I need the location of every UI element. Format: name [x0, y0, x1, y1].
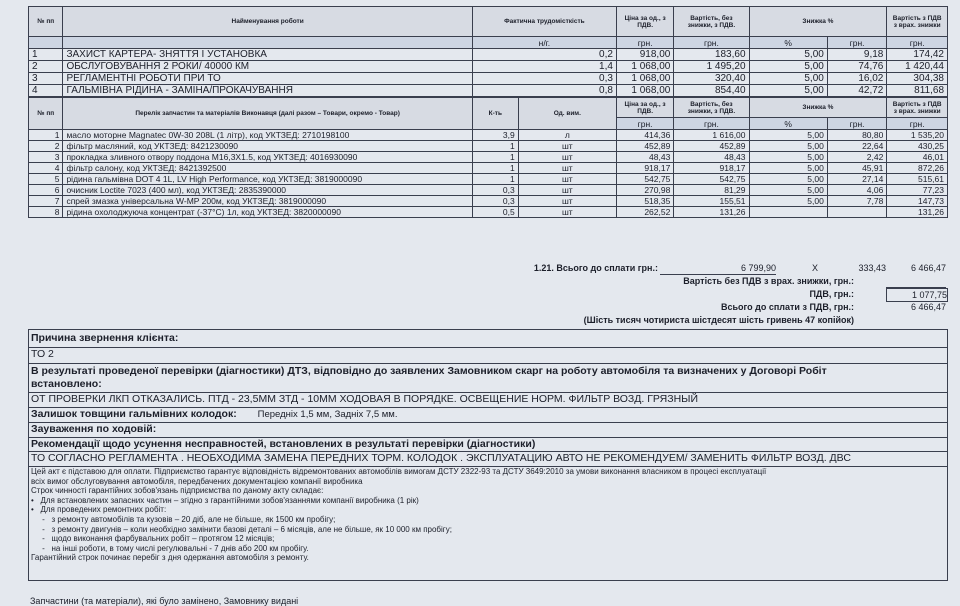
parts-col-no: № пп	[29, 98, 63, 130]
part-name: рідина гальмівна DOT 4 1L, LV High Performance, код УКТЗЕД: 3819000090	[63, 174, 472, 185]
parts-col-cost: Вартість, без знижки, з ПДВ.	[674, 98, 749, 118]
part-cost: 131,26	[674, 207, 749, 218]
unit-total: грн.	[887, 37, 948, 49]
diagnostics-value: ОТ ПРОВЕРКИ ЛКП ОТКАЗАЛИСЬ. ПТД - 23,5ММ ЗТД - 10ММ ХОДОВАЯ В ПОРЯДКЕ. ОСВЕЩЕНИЕ НОРМ. ФИЛЬТР ВОЗД. ГРЯЗНЫЙ	[31, 393, 699, 405]
service-labor: 0,8	[472, 85, 616, 97]
part-qty: 1	[472, 152, 518, 163]
service-disc: 16,02	[827, 73, 887, 85]
part-row	[29, 207, 948, 218]
warranty-line: всіх вимог обслуговування автомобіля, передбачених документацією компанії виробника	[31, 476, 363, 486]
part-total: 515,61	[887, 174, 948, 185]
footer-note: Запчастини (та матеріали), які було замінено, Замовнику видані	[30, 596, 299, 606]
parts-header-row	[29, 98, 948, 118]
part-total: 1 535,20	[887, 130, 948, 141]
part-price: 518,35	[616, 196, 673, 207]
with-vat-value: 6 466,47	[910, 302, 946, 312]
service-total: 304,38	[887, 73, 948, 85]
part-disc: 2,42	[827, 152, 887, 163]
part-name: масло моторне Magnatec 0W-30 208L (1 літр), код УКТЗЕД: 2710198100	[63, 130, 472, 141]
service-row	[29, 85, 948, 97]
service-price: 1 068,00	[616, 85, 673, 97]
service-row	[29, 49, 948, 61]
service-pct: 5,00	[749, 61, 827, 73]
part-no: 5	[29, 174, 63, 185]
part-unit: шт	[518, 196, 616, 207]
part-cost: 918,17	[674, 163, 749, 174]
part-name: очисник Loctite 7023 (400 мл), код УКТЗЕД: 2835390000	[63, 185, 472, 196]
warranty-text	[31, 467, 945, 563]
part-unit: шт	[518, 174, 616, 185]
part-disc: 4,06	[827, 185, 887, 196]
service-no: 2	[29, 61, 63, 73]
part-row	[29, 185, 948, 196]
service-pct: 5,00	[749, 85, 827, 97]
parts-col-unit: Од. вим.	[518, 98, 616, 130]
part-qty: 1	[472, 163, 518, 174]
warranty-line: Гарантійний строк починає перебіг з дня одержання автомобіля з ремонту.	[31, 553, 309, 563]
part-unit: л	[518, 130, 616, 141]
unit-labor: н/г.	[472, 37, 616, 49]
part-name: рідина охолоджуюча концентрат (-37°C) 1л, код УКТЗЕД: 3820000090	[63, 207, 472, 218]
parts-col-name: Перелік запчастин та матеріалів Виконавця (далі разом – Товари, окремо - Товар)	[63, 98, 472, 130]
parts-unit-total: грн.	[887, 118, 948, 130]
service-no: 4	[29, 85, 63, 97]
services-units-row	[29, 37, 948, 49]
part-no: 8	[29, 207, 63, 218]
brake-pads-row	[31, 408, 945, 421]
part-name: спрей змазка універсальна W-MP 200м, код УКТЗЕД: 3819000090	[63, 196, 472, 207]
part-total: 46,01	[887, 152, 948, 163]
part-no: 7	[29, 196, 63, 207]
unit-price: грн.	[616, 37, 673, 49]
part-qty: 0,3	[472, 185, 518, 196]
part-price: 262,52	[616, 207, 673, 218]
part-pct: 5,00	[749, 174, 827, 185]
part-price: 918,17	[616, 163, 673, 174]
part-total: 872,26	[887, 163, 948, 174]
part-price: 48,43	[616, 152, 673, 163]
part-pct	[749, 207, 827, 218]
part-pct: 5,00	[749, 185, 827, 196]
reason-label: Причина звернення клієнта:	[31, 332, 179, 344]
service-row	[29, 61, 948, 73]
service-name: ЗАХИСТ КАРТЕРА- ЗНЯТТЯ І УСТАНОВКА	[63, 49, 472, 61]
parts-table	[28, 97, 948, 218]
services-header-row	[29, 7, 948, 37]
part-unit: шт	[518, 152, 616, 163]
total-label: 1.21. Всього до сплати грн.:	[533, 263, 658, 273]
col-price: Ціна за од., з ПДВ.	[616, 7, 673, 37]
part-disc: 27,14	[827, 174, 887, 185]
col-no: № пп	[29, 7, 63, 37]
warranty-line: - на інші роботи, в тому числі регулювальні - 7 днів або 200 км пробігу.	[31, 543, 309, 553]
part-no: 4	[29, 163, 63, 174]
part-qty: 3,9	[472, 130, 518, 141]
total-x: X	[811, 263, 818, 273]
part-disc: 7,78	[827, 196, 887, 207]
service-pct: 5,00	[749, 73, 827, 85]
part-pct: 5,00	[749, 130, 827, 141]
with-vat-label: Всього до сплати з ПДВ, грн.:	[720, 302, 854, 312]
brake-pads-label: Залишок товщини гальмівних колодок:	[31, 408, 237, 420]
service-total: 1 420,44	[887, 61, 948, 73]
part-price: 542,75	[616, 174, 673, 185]
service-cost: 854,40	[674, 85, 749, 97]
part-total: 131,26	[887, 207, 948, 218]
service-row	[29, 73, 948, 85]
part-cost: 155,51	[674, 196, 749, 207]
part-pct: 5,00	[749, 196, 827, 207]
grand-total: 6 466,47	[910, 263, 946, 273]
part-price: 452,89	[616, 141, 673, 152]
part-qty: 1	[472, 141, 518, 152]
parts-col-price: Ціна за од., з ПДВ.	[616, 98, 673, 118]
service-no: 3	[29, 73, 63, 85]
warranty-line: • Для встановлених запасних частин – згідно з гарантійними зобов'язаннями компанії виробника (1 рік)	[31, 495, 419, 505]
part-cost: 81,29	[674, 185, 749, 196]
part-name: фільтр масляний, код УКТЗЕД: 8421230090	[63, 141, 472, 152]
part-cost: 452,89	[674, 141, 749, 152]
part-total: 430,25	[887, 141, 948, 152]
warranty-line: - щодо виконання фарбувальних робіт – протягом 12 місяців;	[31, 534, 275, 544]
unit-disc: грн.	[827, 37, 887, 49]
info-box	[28, 329, 948, 581]
service-labor: 0,2	[472, 49, 616, 61]
part-row	[29, 174, 948, 185]
parts-col-cost-disc: Вартість з ПДВ з врах. знижки	[887, 98, 948, 118]
chassis-label: Зауваження по ходовій:	[31, 423, 157, 435]
warranty-line: Цей акт є підставою для оплати. Підприємство гарантує відповідність відремонтованих автомобілів вимогам ДСТУ 2322-93 та ДСТУ 3649:2010 за умови виконання власником в процесі експлуатації	[31, 467, 767, 476]
part-cost: 48,43	[674, 152, 749, 163]
part-pct: 5,00	[749, 152, 827, 163]
vat-label: ПДВ, грн.:	[809, 289, 854, 299]
service-labor: 0,3	[472, 73, 616, 85]
part-name: прокладка зливного отвору поддона M16,3X1.5, код УКТЗЕД: 4016930090	[63, 152, 472, 163]
part-no: 3	[29, 152, 63, 163]
parts-col-discount: Знижка %	[749, 98, 887, 118]
vat-value: 1 077,75	[886, 288, 948, 302]
invoice-tables	[28, 6, 948, 218]
part-unit: шт	[518, 207, 616, 218]
warranty-line: Строк чинності гарантійних зобов'язань підприємства по даному акту складає:	[31, 486, 324, 496]
service-cost: 320,40	[674, 73, 749, 85]
part-total: 77,23	[887, 185, 948, 196]
part-qty: 1	[472, 174, 518, 185]
part-disc: 22,64	[827, 141, 887, 152]
no-vat-label: Вартість без ПДВ з врах. знижки, грн.:	[683, 276, 854, 286]
warranty-line: • Для проведених ремонтних робіт:	[31, 505, 167, 515]
services-table	[28, 6, 948, 97]
service-total: 174,42	[887, 49, 948, 61]
recommendations-label: Рекомендації щодо усунення несправностей, встановлених в результаті перевірки (діагностики)	[31, 438, 536, 450]
part-row	[29, 163, 948, 174]
brake-pads-value: Передніх 1,5 мм, Задніх 7,5 мм.	[257, 409, 398, 420]
service-name: РЕГЛАМЕНТНІ РОБОТИ ПРИ ТО	[63, 73, 472, 85]
part-no: 6	[29, 185, 63, 196]
recommendations-value: ТО СОГЛАСНО РЕГЛАМЕНТА . НЕОБХОДИМА ЗАМЕНА ПЕРЕДНИХ ТОРМ. КОЛОДОК . ЭКСПЛУАТАЦИЮ АВТО НЕ РЕКОМЕНДУЕМ/ ЗАМЕНИТЬ ФИЛЬТР ВОЗД. ДВС	[31, 452, 851, 464]
service-cost: 1 495,20	[674, 61, 749, 73]
col-cost: Вартість, без знижки, з ПДВ.	[674, 7, 749, 37]
service-price: 918,00	[616, 49, 673, 61]
col-discount: Знижка %	[749, 7, 887, 37]
part-name: фільтр салону, код УКТЗЕД: 8421392500	[63, 163, 472, 174]
service-no: 1	[29, 49, 63, 61]
warranty-line: - з ремонту автомобілів та кузовів – 20 діб, але не більше, як 1500 км пробігу;	[31, 514, 336, 524]
service-name: ОБСЛУГОВУВАННЯ 2 РОКИ/ 40000 КМ	[63, 61, 472, 73]
part-row	[29, 130, 948, 141]
parts-unit-disc: грн.	[827, 118, 887, 130]
part-price: 414,36	[616, 130, 673, 141]
service-cost: 183,60	[674, 49, 749, 61]
service-disc: 74,76	[827, 61, 887, 73]
no-vat-value	[886, 275, 946, 288]
part-no: 2	[29, 141, 63, 152]
parts-unit-cost: грн.	[674, 118, 749, 130]
part-unit: шт	[518, 185, 616, 196]
col-cost-disc: Вартість з ПДВ з врах. знижки	[887, 7, 948, 37]
part-qty: 0,5	[472, 207, 518, 218]
part-price: 270,98	[616, 185, 673, 196]
unit-cost: грн.	[674, 37, 749, 49]
service-pct: 5,00	[749, 49, 827, 61]
service-price: 1 068,00	[616, 61, 673, 73]
total-cost: 6 799,90	[660, 262, 776, 275]
diagnostics-label-2: встановлено:	[31, 378, 102, 390]
total-discount: 333,43	[858, 263, 886, 273]
parts-unit-pct: %	[749, 118, 827, 130]
parts-unit-price: грн.	[616, 118, 673, 130]
service-labor: 1,4	[472, 61, 616, 73]
service-price: 1 068,00	[616, 73, 673, 85]
col-name: Найменування роботи	[63, 7, 472, 37]
part-unit: шт	[518, 163, 616, 174]
part-row	[29, 141, 948, 152]
service-name: ГАЛЬМІВНА РІДИНА - ЗАМІНА/ПРОКАЧУВАННЯ	[63, 85, 472, 97]
unit-pct: %	[749, 37, 827, 49]
part-disc	[827, 207, 887, 218]
part-total: 147,73	[887, 196, 948, 207]
part-disc: 80,80	[827, 130, 887, 141]
service-disc: 42,72	[827, 85, 887, 97]
col-labor: Фактична трудомісткість	[472, 7, 616, 37]
service-disc: 9,18	[827, 49, 887, 61]
part-unit: шт	[518, 141, 616, 152]
amount-in-words: (Шість тисяч чотириста шістдесят шість гривень 47 копійок)	[583, 315, 854, 325]
service-total: 811,68	[887, 85, 948, 97]
parts-col-qty: К-ть	[472, 98, 518, 130]
part-no: 1	[29, 130, 63, 141]
warranty-line: - з ремонту двигунів – коли необхідно замінити базові деталі – 6 місяців, але не більше, як 10 000 км пробігу;	[31, 524, 452, 534]
part-disc: 45,91	[827, 163, 887, 174]
reason-value: ТО 2	[31, 348, 54, 360]
part-pct: 5,00	[749, 141, 827, 152]
part-row	[29, 152, 948, 163]
part-pct: 5,00	[749, 163, 827, 174]
part-row	[29, 196, 948, 207]
part-cost: 1 616,00	[674, 130, 749, 141]
part-cost: 542,75	[674, 174, 749, 185]
diagnostics-label: В результаті проведеної перевірки (діагностики) ДТЗ, відповідно до заявлених Замовником скарг на роботу автомобіля та визначених у Договорі Робіт	[31, 365, 827, 377]
part-qty: 0,3	[472, 196, 518, 207]
